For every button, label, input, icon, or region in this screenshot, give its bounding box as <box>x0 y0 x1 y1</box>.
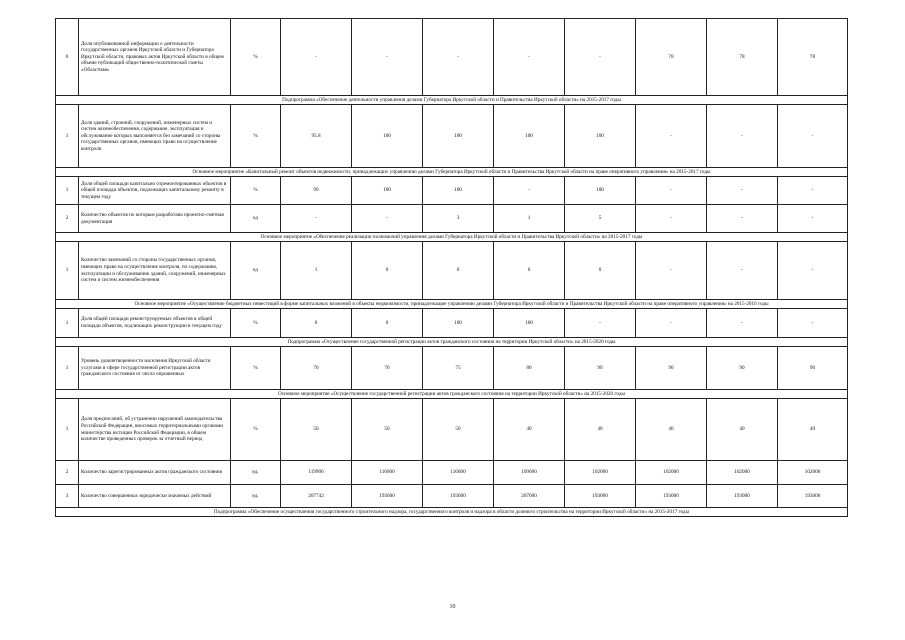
value-cell: 1 <box>281 242 352 300</box>
value-cell: 80 <box>494 347 565 390</box>
value-cell: - <box>352 19 423 96</box>
indicator-row <box>56 105 848 168</box>
row-number: 1 <box>56 399 79 461</box>
value-cell: 90 <box>778 347 848 390</box>
value-cell: - <box>778 177 848 205</box>
value-cell: 0 <box>352 242 423 300</box>
value-cell: 100 <box>423 105 494 168</box>
value-cell: - <box>707 242 778 300</box>
unit-cell: ед <box>231 242 281 300</box>
row-number: 1 <box>56 347 79 390</box>
row-number: 2 <box>56 205 79 233</box>
value-cell: 0 <box>352 309 423 338</box>
value-cell: 50 <box>423 399 494 461</box>
value-cell: - <box>707 177 778 205</box>
indicator-row <box>56 242 848 300</box>
value-cell: 102000 <box>707 461 778 485</box>
indicator-row <box>56 205 848 233</box>
indicator-name: Доля предписаний, об устранении нарушений законодательства Российской Федерации, вносимых территориальными органами министерства юстиции Российской Федерации, в общем количестве проведенных проверок за отчетный период <box>79 399 231 461</box>
value-cell: 0 <box>281 309 352 338</box>
row-number: 1 <box>56 242 79 300</box>
section-heading: Основное мероприятие «Осуществление бюджетных инвестиций в форме капитальных вложений в объекты недвижимости, принадлежащие управлению делами Губернатора Иркутской области и Правительства Иркутской области на праве оперативного управления» на 2015-2016 годы <box>56 300 848 309</box>
value-cell: - <box>565 19 636 96</box>
row-number: 2 <box>56 461 79 485</box>
section-heading-row <box>56 96 848 105</box>
unit-cell: % <box>231 399 281 461</box>
value-cell: 100 <box>494 105 565 168</box>
value-cell: - <box>778 242 848 300</box>
indicator-name: Доля опубликованной информации о деятельности государственных органов Иркутской области и Губернатора Иркутской области, правовых актов Иркутской области в общем объеме публикаций общественно-политической газеты «Областная» <box>79 19 231 96</box>
value-cell: - <box>778 105 848 168</box>
value-cell: 193000 <box>636 485 707 508</box>
row-number: 1 <box>56 177 79 205</box>
unit-cell: % <box>231 19 281 96</box>
value-cell: 109000 <box>494 461 565 485</box>
value-cell: - <box>494 19 565 96</box>
indicator-name: Доля зданий, строений, сооружений, инженерных систем и систем жизнеобеспечения, содержание, эксплуатация и обслуживание которых выполняется без замечаний со стороны государственных органов, имеющих право на осуществление контроля <box>79 105 231 168</box>
value-cell: - <box>281 19 352 96</box>
indicator-name: Уровень удовлетворенности населения Иркутской области услугами в сфере государственной регистрации актов гражданского состояния от числа опрошенных <box>79 347 231 390</box>
value-cell: 70 <box>352 347 423 390</box>
value-cell: - <box>707 205 778 233</box>
section-heading-row <box>56 233 848 242</box>
value-cell: 116000 <box>423 461 494 485</box>
value-cell: - <box>423 19 494 96</box>
section-heading-row <box>56 168 848 177</box>
row-number: 1 <box>56 105 79 168</box>
section-heading: Подпрограмма «Обеспечение деятельности управления делами Губернатора Иркутской области и Правительства Иркутской области» на 2015-2017 годы <box>56 96 848 105</box>
value-cell: 90 <box>707 347 778 390</box>
row-number: 1 <box>56 309 79 338</box>
indicator-row <box>56 485 848 508</box>
value-cell: 100 <box>494 309 565 338</box>
value-cell: 75 <box>423 347 494 390</box>
indicator-row <box>56 461 848 485</box>
value-cell: 40 <box>565 399 636 461</box>
value-cell: 100 <box>423 309 494 338</box>
value-cell: 0 <box>565 242 636 300</box>
row-number: 3 <box>56 485 79 508</box>
indicator-name: Количество зарегистрированных актов гражданского состояния <box>79 461 231 485</box>
indicators-table <box>55 18 848 517</box>
value-cell: - <box>565 309 636 338</box>
value-cell: - <box>778 205 848 233</box>
value-cell: - <box>636 242 707 300</box>
value-cell: - <box>636 177 707 205</box>
section-heading: Основное мероприятие «Осуществление государственной регистрации актов гражданского состояния на территории Иркутской области» на 2015-2020 годы <box>56 390 848 399</box>
value-cell: 102000 <box>636 461 707 485</box>
value-cell: 100 <box>352 105 423 168</box>
value-cell: 193000 <box>707 485 778 508</box>
indicator-name: Количество замечаний со стороны государственных органов, имеющих право на осуществление контроля, по содержанию, эксплуатации и обслуживанию зданий, сооружений, инженерных систем и систем жизнеобеспечения <box>79 242 231 300</box>
value-cell: - <box>636 309 707 338</box>
page-number: 10 <box>449 604 456 610</box>
unit-cell: % <box>231 177 281 205</box>
indicator-row <box>56 347 848 390</box>
section-heading: Подпрограмма «Осуществление государственной регистрации актов гражданского состояния на территории Иркутской области» на 2015-2020 годы <box>56 338 848 347</box>
value-cell: 90 <box>565 347 636 390</box>
value-cell: - <box>636 205 707 233</box>
value-cell: 1 <box>494 205 565 233</box>
unit-cell: ед <box>231 205 281 233</box>
value-cell: - <box>494 177 565 205</box>
indicator-row <box>56 309 848 338</box>
value-cell: - <box>707 309 778 338</box>
value-cell: 100 <box>423 177 494 205</box>
indicator-name: Количество совершенных юридически значимых действий <box>79 485 231 508</box>
indicator-row <box>56 399 848 461</box>
section-heading: Основное мероприятие «Капитальный ремонт объектов недвижимости, принадлежащих управлению делами Губернатора Иркутской области и Правительства Иркутской области на праве оперативного управления» на 2015-2017 годы <box>56 168 848 177</box>
value-cell: - <box>636 105 707 168</box>
value-cell: 100 <box>352 177 423 205</box>
value-cell: 90 <box>636 347 707 390</box>
section-heading-row <box>56 508 848 517</box>
unit-cell: ед. <box>231 461 281 485</box>
value-cell: 193000 <box>778 485 848 508</box>
section-heading: Основное мероприятие «Обеспечение реализации полномочий управления делами Губернатора Иркутской области и Правительства Иркутской области» на 2015-2017 годы <box>56 233 848 242</box>
value-cell: 100 <box>565 177 636 205</box>
value-cell: 78 <box>707 19 778 96</box>
value-cell: 5 <box>565 205 636 233</box>
indicator-name: Доля общей площади капитально отремонтированных объектов в общей площади объектов, подлежащих капитальному ремонту в текущем году <box>79 177 231 205</box>
row-number: 6 <box>56 19 79 96</box>
unit-cell: % <box>231 105 281 168</box>
value-cell: 70 <box>281 347 352 390</box>
value-cell: 102000 <box>778 461 848 485</box>
value-cell: 78 <box>636 19 707 96</box>
value-cell: 193000 <box>565 485 636 508</box>
value-cell: - <box>707 105 778 168</box>
value-cell: 40 <box>494 399 565 461</box>
indicator-row <box>56 19 848 96</box>
section-heading-row <box>56 338 848 347</box>
value-cell: 0 <box>494 242 565 300</box>
value-cell: 40 <box>778 399 848 461</box>
value-cell: - <box>352 205 423 233</box>
value-cell: 40 <box>636 399 707 461</box>
value-cell: 193000 <box>423 485 494 508</box>
value-cell: 40 <box>707 399 778 461</box>
value-cell: 207000 <box>494 485 565 508</box>
value-cell: - <box>778 309 848 338</box>
value-cell: 207742 <box>281 485 352 508</box>
value-cell: 50 <box>352 399 423 461</box>
unit-cell: ед. <box>231 485 281 508</box>
indicator-name: Количество объектов по которым разработана проектно-сметная документация <box>79 205 231 233</box>
unit-cell: % <box>231 347 281 390</box>
indicator-name: Доля общей площади реконструируемых объектов в общей площади объектов, подлежащих реконструкции в текущем году <box>79 309 231 338</box>
unit-cell: % <box>231 309 281 338</box>
value-cell: 102000 <box>565 461 636 485</box>
value-cell: 3 <box>423 205 494 233</box>
value-cell: 119906 <box>281 461 352 485</box>
value-cell: 100 <box>565 105 636 168</box>
value-cell: 193000 <box>352 485 423 508</box>
section-heading-row <box>56 300 848 309</box>
value-cell: 99 <box>281 177 352 205</box>
value-cell: 78 <box>778 19 848 96</box>
value-cell: - <box>281 205 352 233</box>
indicator-row <box>56 177 848 205</box>
value-cell: 116000 <box>352 461 423 485</box>
value-cell: 0 <box>423 242 494 300</box>
section-heading: Подпрограмма «Обеспечение осуществления государственного строительного надзора, государственного контроля и надзора в области долевого строительства на территории Иркутской области» на 2015-2017 годы <box>56 508 848 517</box>
section-heading-row <box>56 390 848 399</box>
value-cell: 50 <box>281 399 352 461</box>
value-cell: 95.8 <box>281 105 352 168</box>
